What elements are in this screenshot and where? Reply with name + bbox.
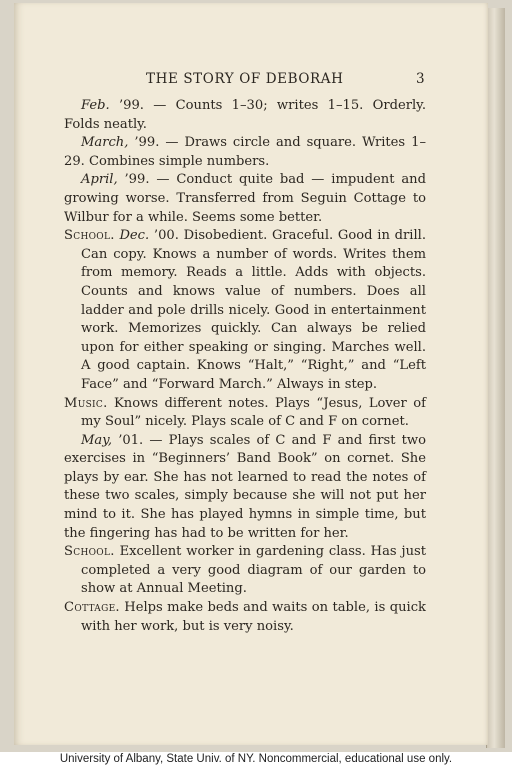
running-title: THE STORY OF DEBORAH — [146, 71, 344, 87]
entry-date: Dec. — [119, 228, 150, 244]
entry-category: School. — [64, 544, 115, 560]
entry-date: Feb. — [81, 98, 110, 113]
paragraph-april-99 — [64, 171, 426, 227]
book-page — [14, 3, 488, 745]
paragraph-cottage — [64, 599, 426, 636]
entry-category: School. — [64, 228, 115, 244]
entry-date: March, — [81, 135, 129, 151]
usage-notice: University of Albany, State Univ. of NY. Noncommercial, educational use only. — [59, 753, 453, 765]
entry-date: April, — [81, 172, 118, 188]
running-header — [14, 69, 488, 89]
entry-text: ’99. — Draws circle and square. Writes 1–29. Combines simple numbers. — [64, 135, 426, 169]
entry-text: ’00. Disobedient. Graceful. Good in drill. Can copy. Knows a number of words. Writes them from memory. Reads a little. Adds with objects. Counts and knows value of numbers. Does all ladder and pole drills nicely. Good in entertainment work. Memorizes quickly. Can always be relied upon for either speaking or singing. Marches well. A good captain. Knows “Halt,” “Right,” and “Left Face” and “Forward March.” Always in step. — [81, 228, 426, 392]
entry-text: Excellent worker in gardening class. Has just completed a very good diagram of our garden to show at Annual Meeting. — [81, 544, 426, 597]
entry-text: ’01. — Plays scales of C and F and first two exercises in “Beginners’ Band Book” on cornet. She plays by ear. She has not learned to read the notes of these two scales, simply because she will not put her mind to it. She has played hymns in simple time, but the fingering has had to be written for her. — [64, 432, 426, 541]
paragraph-school-gardening — [64, 543, 426, 599]
entry-text: ’99. — Conduct quite bad — impudent and growing worse. Transferred from Seguin Cottage to Wilbur for a while. Seems some better. — [64, 172, 426, 225]
paragraph-feb-99 — [64, 97, 426, 134]
entry-category: Music. — [64, 395, 108, 411]
paragraph-music — [64, 395, 426, 432]
entry-category: Cottage. — [64, 600, 120, 616]
page-number: 3 — [416, 71, 426, 87]
paragraph-may-01 — [64, 432, 426, 544]
entry-text: Helps make beds and waits on table, is quick with her work, but is very noisy. — [81, 600, 426, 634]
body-text — [64, 97, 426, 636]
entry-text: ’99. — Counts 1–30; writes 1–15. Orderly. Folds neatly. — [64, 98, 426, 132]
page-edge — [486, 8, 505, 748]
entry-date: May, — [81, 432, 113, 448]
paragraph-march-99 — [64, 134, 426, 171]
paragraph-school-dec-00 — [64, 227, 426, 394]
entry-text: Knows different notes. Plays “Jesus, Lover of my Soul” nicely. Plays scale of C and F on cornet. — [81, 395, 426, 430]
